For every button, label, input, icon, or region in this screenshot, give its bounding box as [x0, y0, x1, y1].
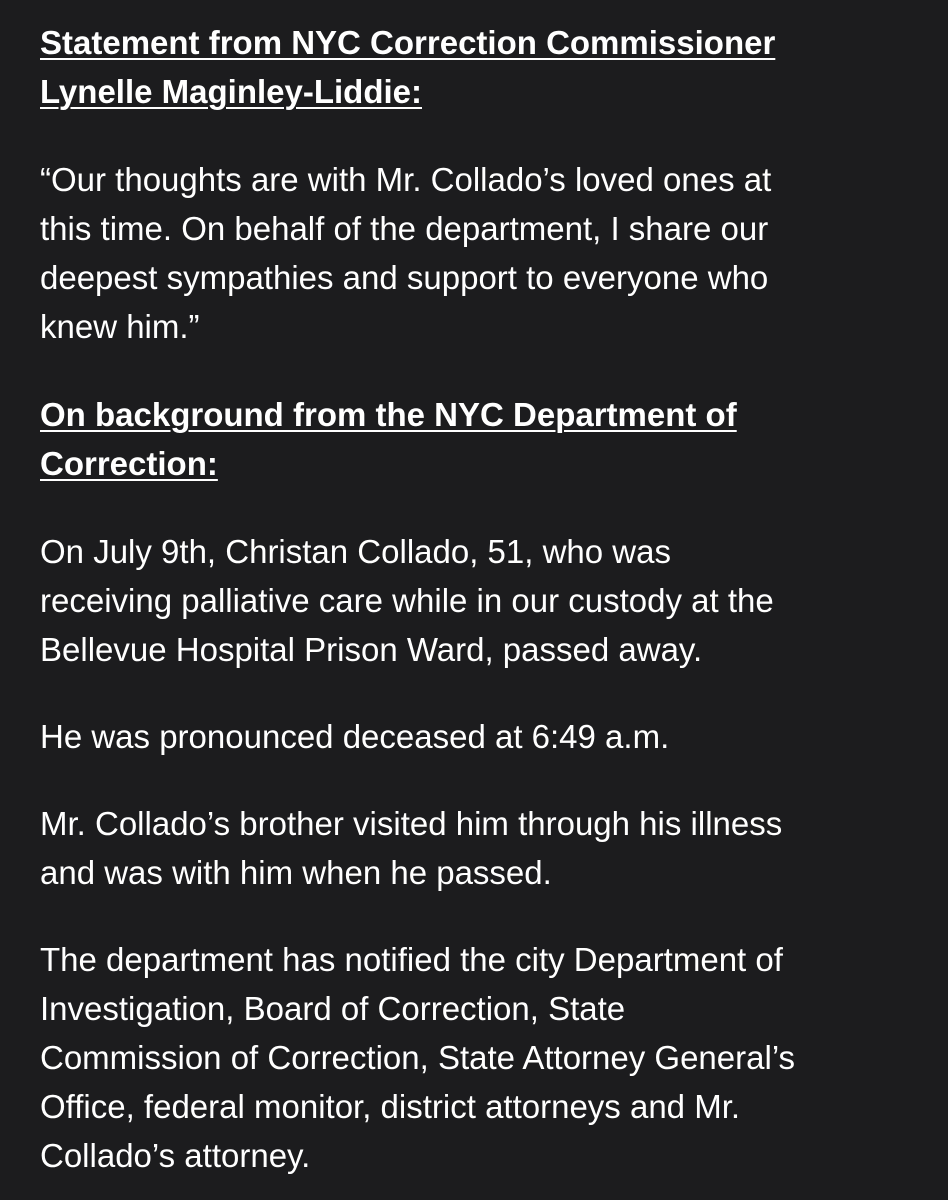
commissioner-quote: “Our thoughts are with Mr. Collado’s loved ones at this time. On behalf of the department, I share our deepest sympathies and support to everyone who knew him.” — [40, 161, 772, 345]
background-paragraph-time: He was pronounced deceased at 6:49 a.m. — [40, 718, 670, 755]
background-paragraph-brother: Mr. Collado’s brother visited him through his illness and was with him when he passed. — [40, 805, 783, 891]
background-paragraph-notifications: The department has notified the city Department of Investigation, Board of Correction, State Commission of Correction, State Attorney General’s Office, federal monitor, district attorneys and Mr. Collado’s attorney. — [40, 941, 796, 1174]
statement-heading: Statement from NYC Correction Commissioner Lynelle Maginley-Liddie: — [40, 24, 776, 110]
background-heading: On background from the NYC Department of Correction: — [40, 396, 737, 482]
background-paragraph-death: On July 9th, Christan Collado, 51, who was receiving palliative care while in our custody at the Bellevue Hospital Prison Ward, passed away. — [40, 533, 774, 668]
